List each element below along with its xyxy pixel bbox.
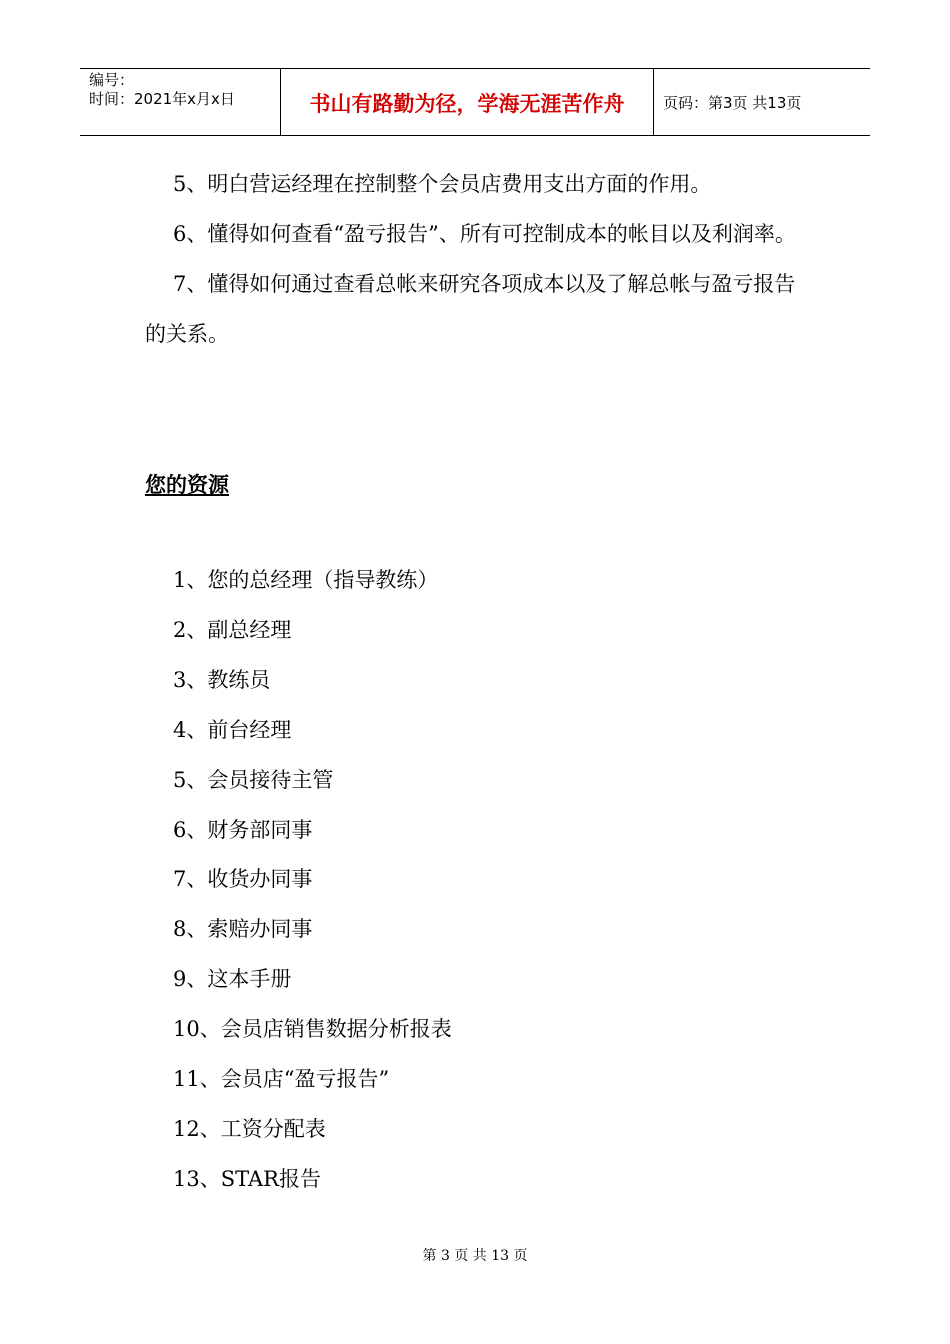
header-motto: 书山有路勤为径，学海无涯苦作舟	[281, 69, 654, 135]
resource-list	[173, 556, 452, 1205]
header-number-label: 编号：	[89, 71, 135, 89]
paragraph-5: 5、明白营运经理在控制整个会员店费用支出方面的作用。	[173, 172, 712, 196]
list-item: 8、索赔办同事	[173, 917, 313, 942]
list-item: 3、教练员	[173, 667, 271, 692]
header-time-label: 时间：2021年x月x日	[89, 90, 235, 108]
list-item: 13、STAR报告	[173, 1166, 321, 1191]
paragraph-6: 6、懂得如何查看“盈亏报告”、所有可控制成本的帐目以及利润率。	[173, 222, 796, 246]
list-item: 6、财务部同事	[173, 817, 313, 842]
list-item: 9、这本手册	[173, 967, 292, 992]
section-heading: 您的资源	[145, 472, 229, 497]
header-page-info: 页码：第3页 共13页	[663, 93, 802, 112]
objectives-text	[145, 159, 810, 359]
paragraph-7: 7、懂得如何通过查看总帐来研究各项成本以及了解总帐与盈亏报告的关系。	[145, 272, 796, 346]
list-item: 12、工资分配表	[173, 1116, 326, 1141]
list-item: 11、会员店“盈亏报告”	[173, 1067, 390, 1092]
page-header	[80, 68, 870, 136]
list-item: 4、前台经理	[173, 717, 292, 742]
list-item: 1、您的总经理（指导教练）	[173, 568, 439, 592]
list-item: 7、收货办同事	[173, 867, 313, 892]
page-footer: 第 3 页 共 13 页	[422, 1248, 528, 1264]
list-item: 10、会员店销售数据分析报表	[173, 1017, 452, 1042]
list-item: 5、会员接待主管	[173, 767, 334, 792]
header-meta-cell	[80, 69, 281, 135]
list-item: 2、副总经理	[173, 617, 292, 642]
